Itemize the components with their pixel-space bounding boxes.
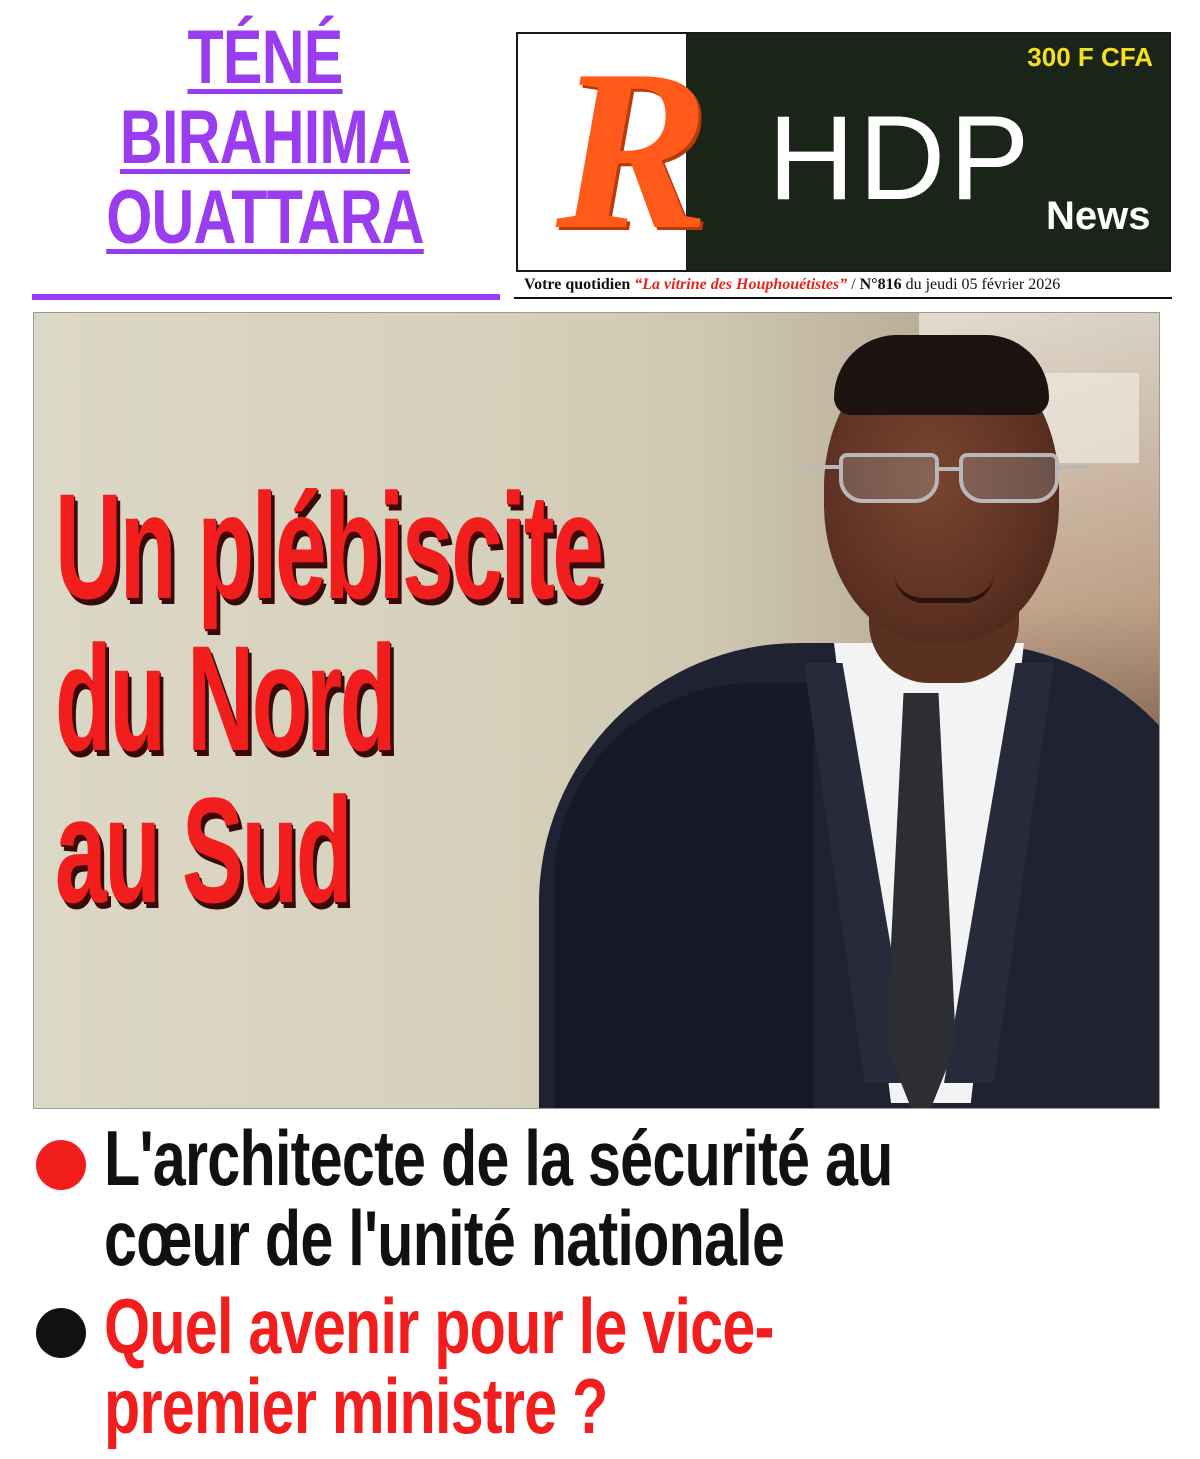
red-bullet-icon (36, 1140, 86, 1190)
bullet-2-line-2: premier ministre ? (104, 1362, 608, 1450)
logo-letter-r: R (556, 32, 704, 272)
main-headline (55, 462, 815, 934)
bullet-item (36, 1282, 1176, 1450)
cover-bullets (36, 1114, 1176, 1454)
masthead-logo (516, 32, 1171, 272)
bullet-item (36, 1114, 1176, 1282)
tagline-quote: “La vitrine des Houphouétistes” (634, 276, 848, 293)
masthead-tagline (524, 275, 1174, 295)
bullet-1-line-2: cœur de l'unité nationale (104, 1194, 785, 1282)
name-divider (32, 294, 500, 300)
headline-line-2: du Nord (55, 614, 395, 782)
tagline-prefix: Votre quotidien (524, 276, 631, 293)
portrait-smile (894, 573, 994, 603)
logo-news: News (1046, 194, 1151, 238)
name-line-3: OUATTARA (106, 175, 424, 260)
featured-name (30, 15, 500, 303)
bullet-2-line-1: Quel avenir pour le vice- (104, 1282, 774, 1370)
black-bullet-icon (36, 1308, 86, 1358)
tagline-separator: / (847, 276, 860, 293)
price-label: 300 F CFA (1027, 42, 1153, 72)
name-line-1: TÉNÉ (187, 15, 343, 100)
issue-number: N°816 (859, 276, 902, 293)
portrait-glasses (809, 453, 1079, 513)
tagline-divider (514, 297, 1172, 299)
bullet-1-line-1: L'architecte de la sécurité au (104, 1114, 893, 1202)
portrait-hair (834, 335, 1049, 415)
logo-hdp: HDP (768, 91, 1034, 225)
issue-date: du jeudi 05 février 2026 (905, 276, 1061, 293)
name-line-2: BIRAHIMA (119, 95, 411, 180)
headline-line-3: au Sud (55, 766, 351, 934)
headline-line-1: Un plébiscite (55, 462, 602, 630)
